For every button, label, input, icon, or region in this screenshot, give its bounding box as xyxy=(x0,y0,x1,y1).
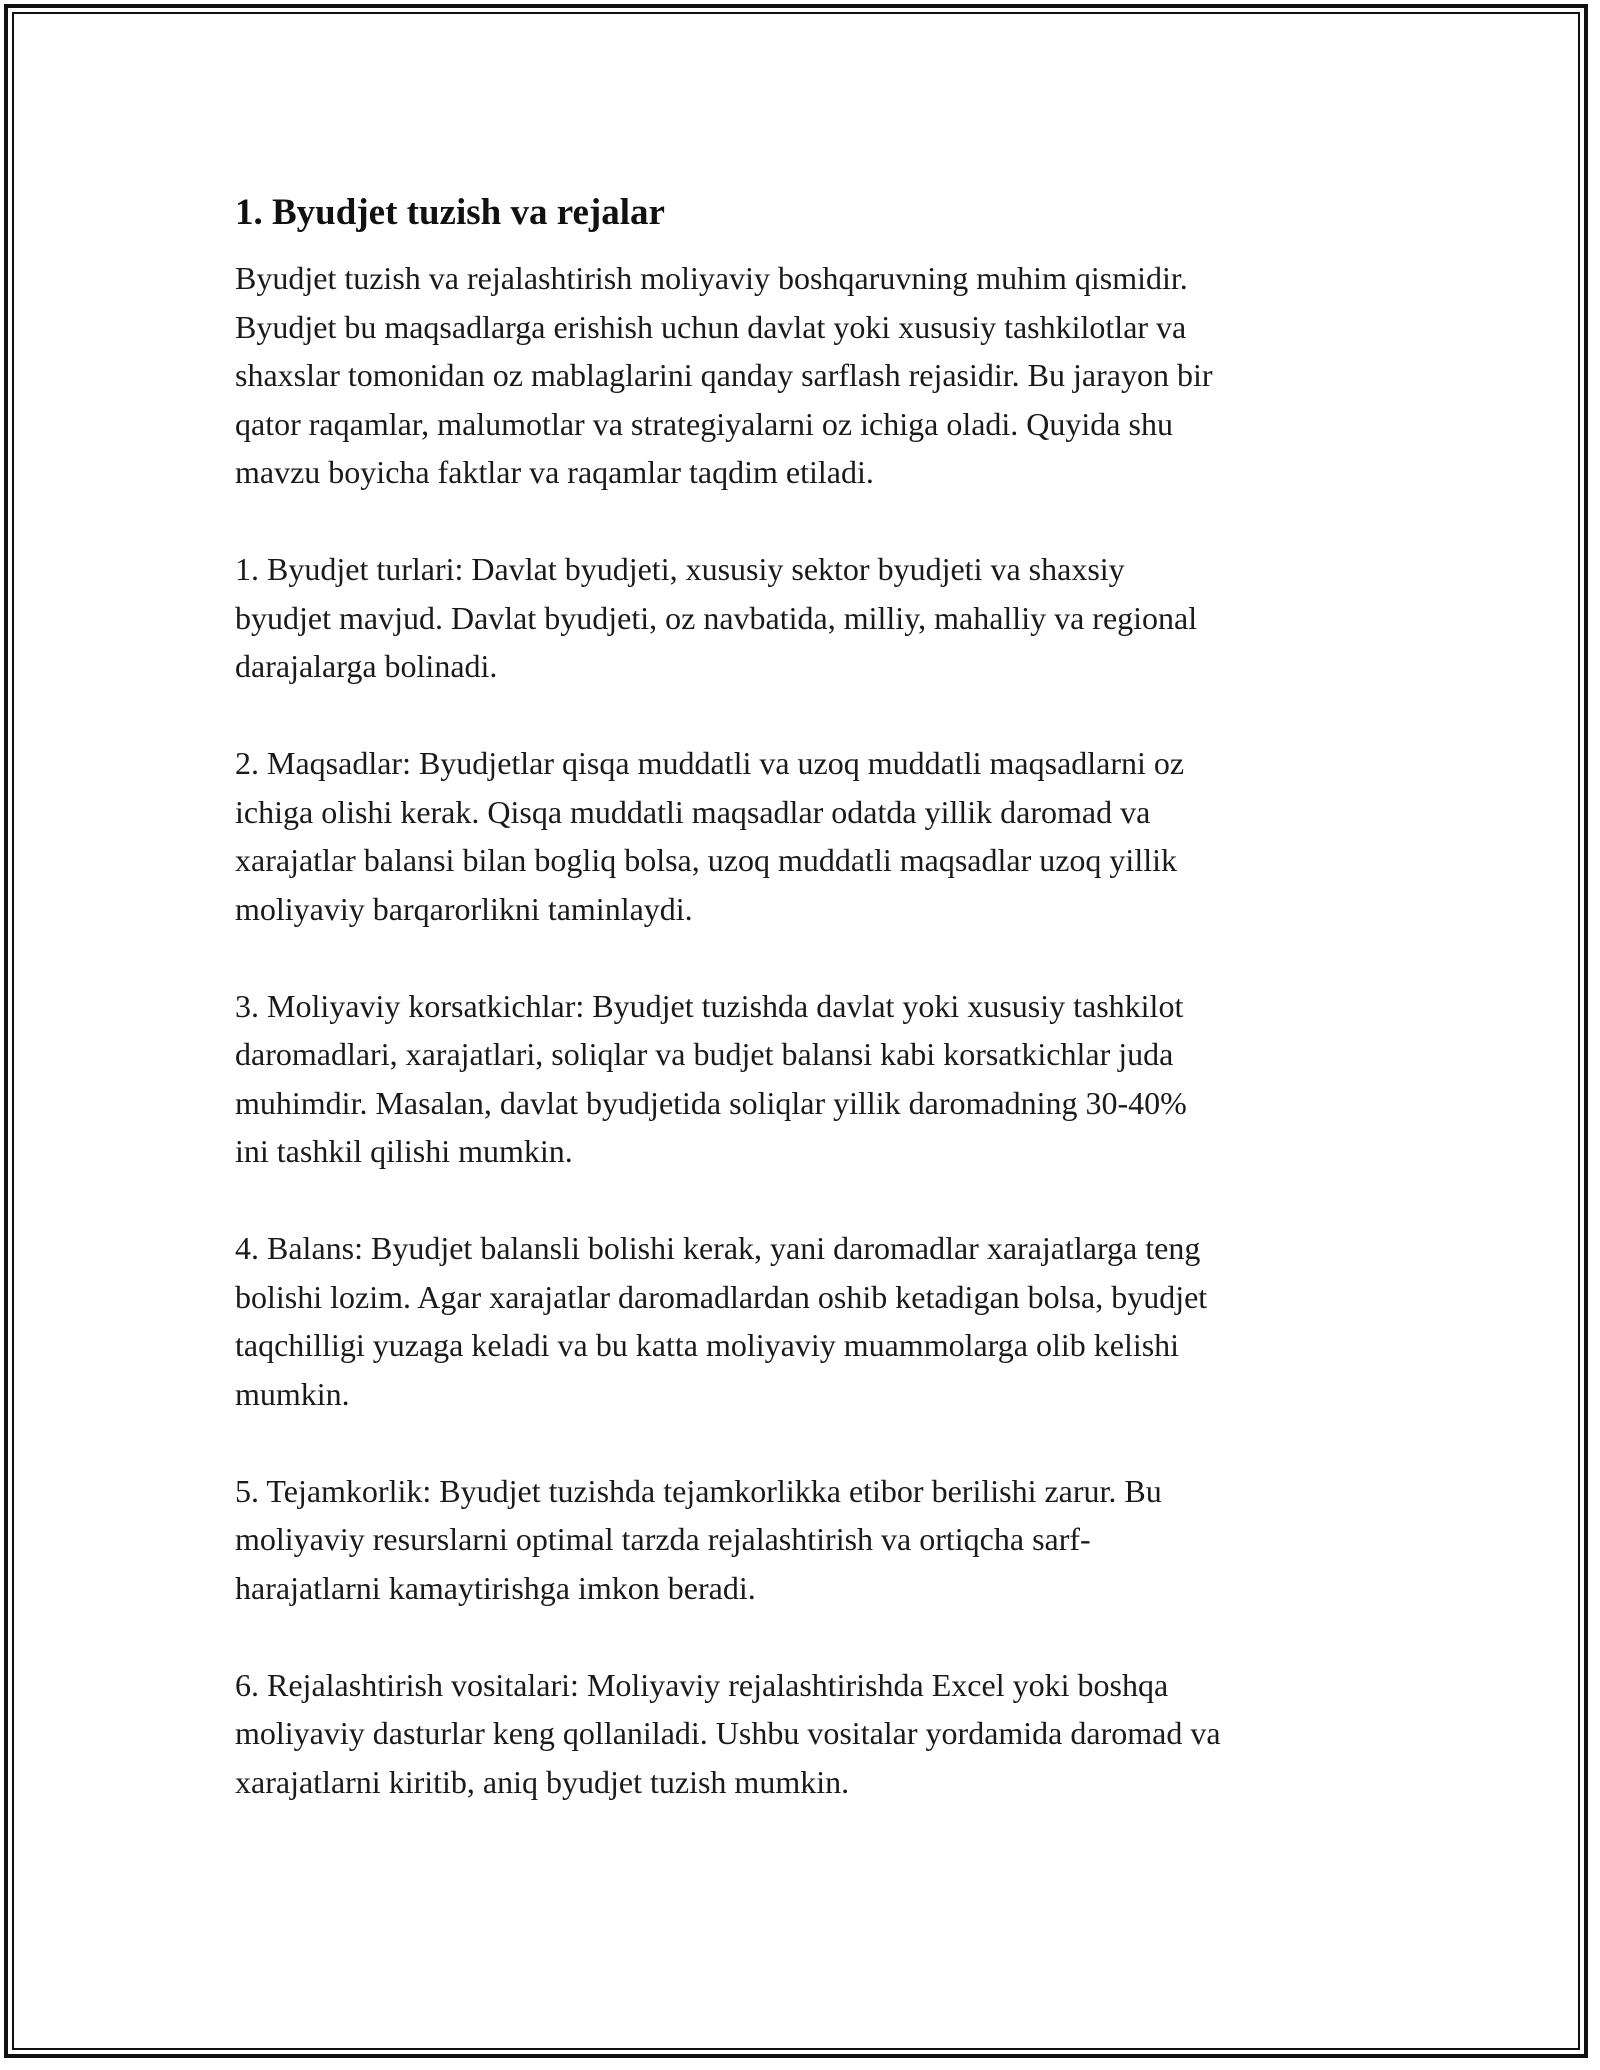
document-body xyxy=(235,188,1415,1855)
paragraph-goals: 2. Maqsadlar: Byudjetlar qisqa muddatli va uzoq muddatli maqsadlarni oz ichiga olishi kerak. Qisqa muddatli maqsadlar odatda yillik daromad va xarajatlar balansi bilan bogliq bolsa, uzoq muddatli maqsadlar uzoq yillik moliyaviy barqarorlikni taminlaydi. xyxy=(235,745,1185,927)
paragraph-financial-indicators: 3. Moliyaviy korsatkichlar: Byudjet tuzishda davlat yoki xususiy tashkilot daromadlari, xarajatlari, soliqlar va budjet balansi kabi korsatkichlar juda muhimdir. Masalan, davlat byudjetida soliqlar yillik daromadning 30-40% ini tashkil qilishi mumkin. xyxy=(235,987,1187,1169)
section-heading: 1. Byudjet tuzish va rejalar xyxy=(235,192,665,233)
intro-paragraph: Byudjet tuzish va rejalashtirish moliyaviy boshqaruvning muhim qismidir. Byudjet bu maqsadlarga erishish uchun davlat yoki xususiy tashkilotlar va shaxslar tomonidan oz mablaglarini qanday sarflash rejasidir. Bu jarayon bir qator raqamlar, malumotlar va strategiyalarni oz ichiga oladi. Quyida shu mavzu boyicha faktlar va raqamlar taqdim etiladi. xyxy=(235,260,1213,490)
paragraph-balance: 4. Balans: Byudjet balansli bolishi kerak, yani daromadlar xarajatlarga teng bolishi lozim. Agar xarajatlar daromadlardan oshib ketadigan bolsa, byudjet taqchilligi yuzaga keladi va bu katta moliyaviy muammolarga olib kelishi mumkin. xyxy=(235,1230,1208,1412)
paragraph-thrift: 5. Tejamkorlik: Byudjet tuzishda tejamkorlikka etibor berilishi zarur. Bu moliyaviy resurslarni optimal tarzda rejalashtirish va ortiqcha sarf- harajatlarni kamaytirishga imkon beradi. xyxy=(235,1472,1162,1606)
paragraph-planning-tools: 6. Rejalashtirish vositalari: Moliyaviy rejalashtirishda Excel yoki boshqa moliyaviy dasturlar keng qollaniladi. Ushbu vositalar yordamida daromad va xarajatlarni kiritib, aniq byudjet tuzish mumkin. xyxy=(235,1666,1221,1800)
paragraph-budget-types: 1. Byudjet turlari: Davlat byudjeti, xususiy sektor byudjeti va shaxsiy byudjet mavjud. Davlat byudjeti, oz navbatida, milliy, mahalliy va regional darajalarga bolinadi. xyxy=(235,551,1198,684)
